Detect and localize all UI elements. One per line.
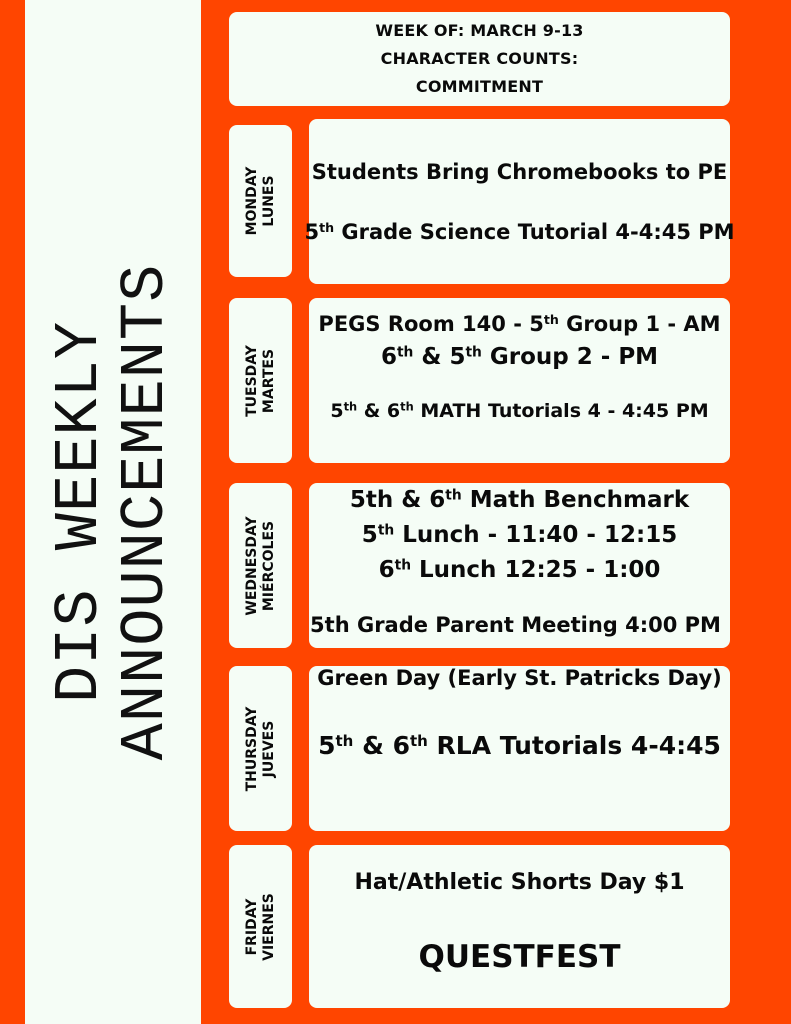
announcement: 5th Lunch - 11:40 - 12:15 — [361, 522, 678, 548]
day-label-wednesday — [229, 483, 292, 648]
thursday-announcements — [309, 666, 730, 831]
character-trait: COMMITMENT — [415, 77, 544, 96]
announcement: Students Bring Chromebooks to PE — [311, 159, 728, 184]
day-es: MARTES — [260, 348, 277, 413]
day-en: FRIDAY — [243, 898, 260, 955]
friday-announcements — [309, 845, 730, 1008]
day-label-thursday — [229, 666, 292, 831]
page-title — [44, 263, 181, 761]
announcement: 6th & 5th Group 2 - PM — [380, 344, 659, 370]
week-of: WEEK OF: MARCH 9-13 — [375, 21, 584, 40]
day-es: JUEVES — [260, 720, 277, 777]
day-label-friday — [229, 845, 292, 1008]
announcement: 5th & 6th MATH Tutorials 4 - 4:45 PM — [330, 399, 709, 422]
monday-announcements — [304, 119, 735, 284]
title-area — [25, 0, 201, 1024]
day-en: WEDNESDAY — [243, 515, 260, 616]
announcement: 5th Grade Parent Meeting 4:00 PM — [310, 613, 721, 637]
title-line-2: ANNOUNCEMENTS — [110, 263, 181, 761]
day-en: MONDAY — [243, 166, 260, 236]
character-counts: CHARACTER COUNTS: — [380, 49, 579, 68]
day-label-tuesday — [229, 298, 292, 463]
announcement: Hat/Athletic Shorts Day $1 — [354, 870, 685, 895]
announcement: 5th & 6th Math Benchmark — [349, 487, 690, 513]
day-label-monday — [229, 125, 292, 277]
day-es: LUNES — [260, 175, 277, 227]
day-es: MIÉRCOLES — [260, 520, 277, 611]
day-en: THURSDAY — [243, 706, 260, 791]
day-es: VIERNES — [260, 892, 277, 961]
announcement: 5th & 6th RLA Tutorials 4-4:45 — [318, 731, 721, 760]
wednesday-announcements — [309, 483, 730, 648]
announcement: 6th Lunch 12:25 - 1:00 — [378, 557, 661, 583]
announcement: PEGS Room 140 - 5th Group 1 - AM — [318, 312, 721, 336]
announcement: 5th Grade Science Tutorial 4-4:45 PM — [304, 219, 735, 244]
week-header — [229, 12, 730, 106]
announcement-questfest: QUESTFEST — [418, 939, 621, 975]
announcement: Green Day (Early St. Patricks Day) — [317, 666, 722, 690]
day-en: TUESDAY — [243, 344, 260, 417]
tuesday-announcements — [309, 298, 730, 463]
title-line-1: DIS WEEKLY — [44, 320, 115, 704]
